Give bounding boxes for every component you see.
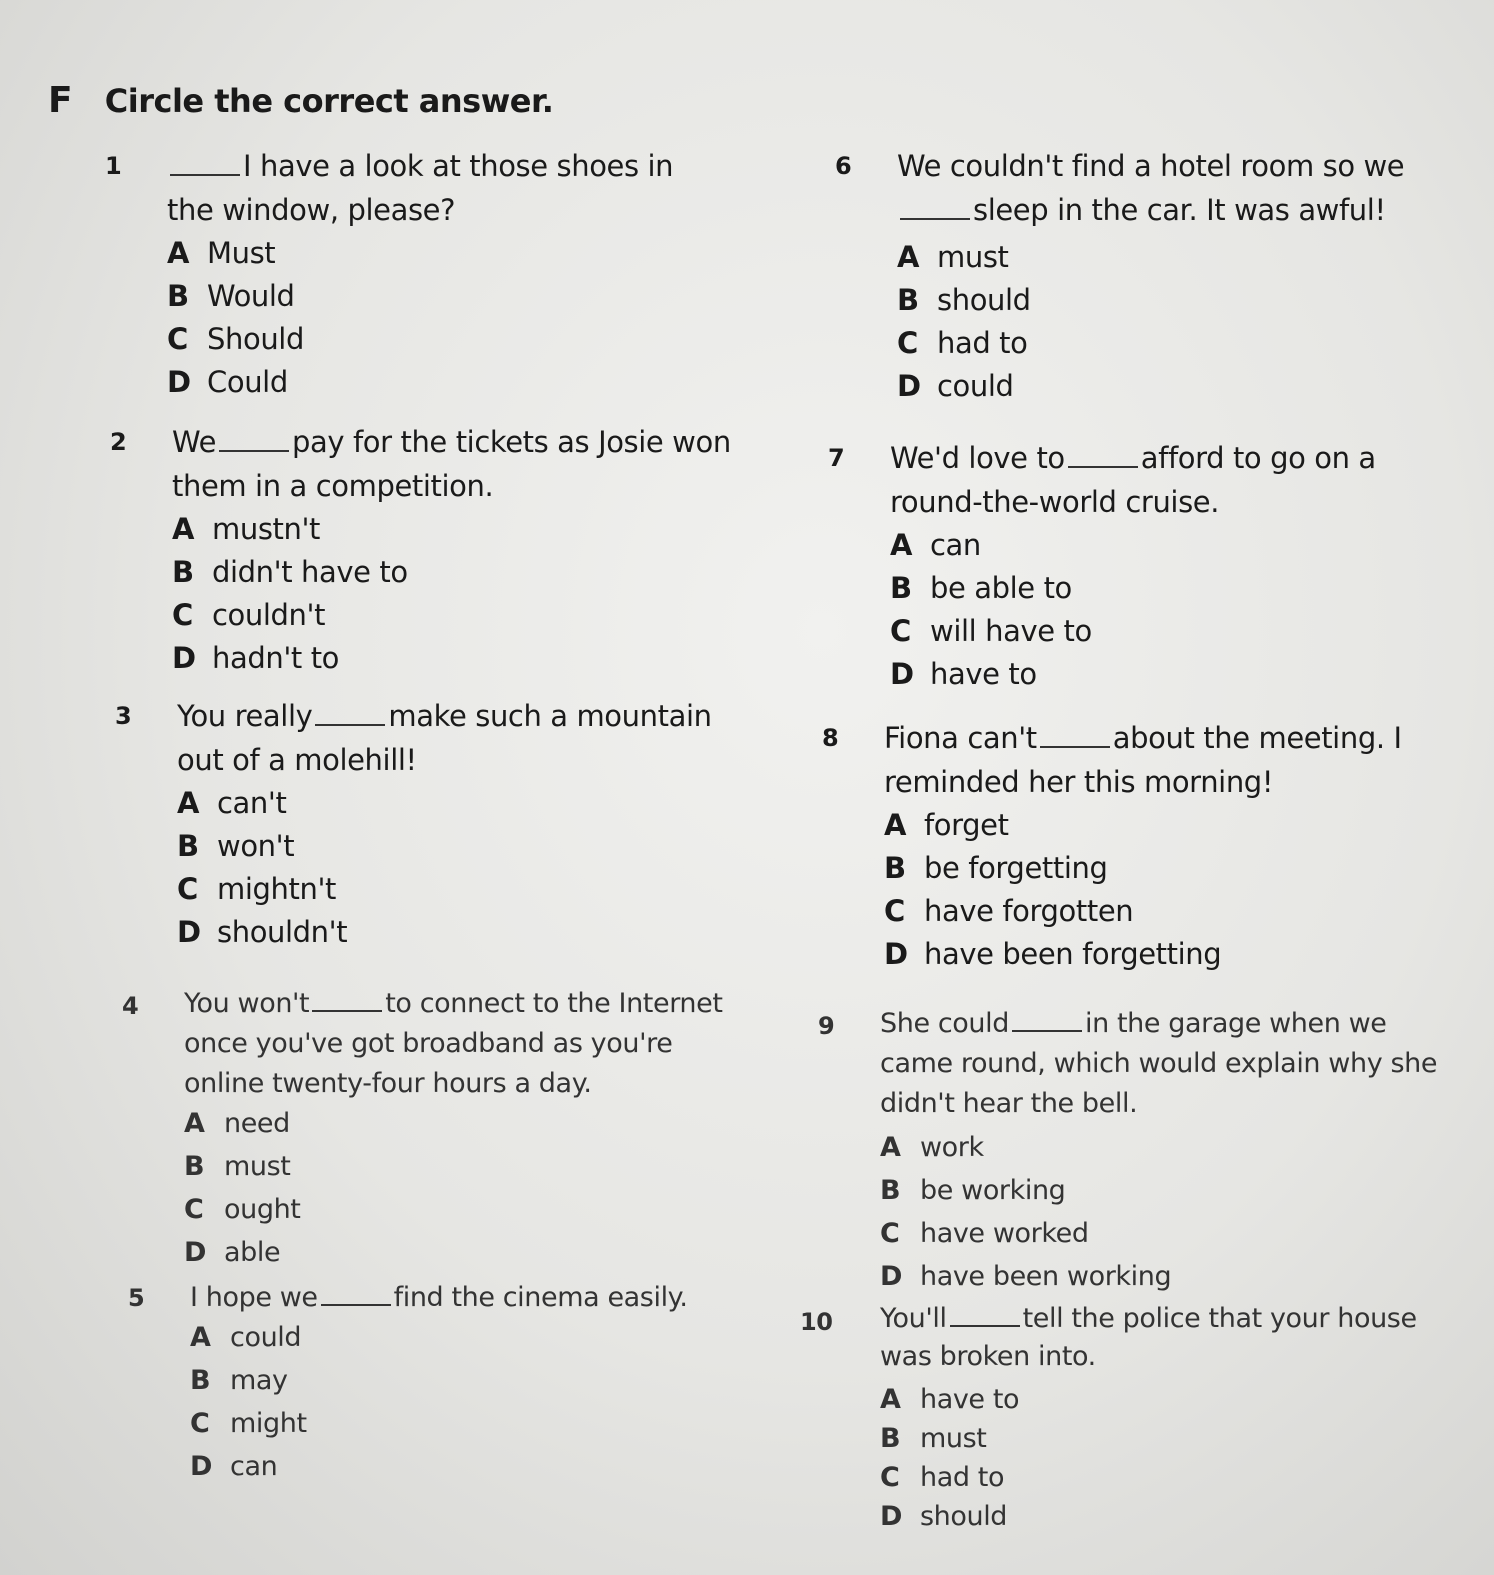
option-c[interactable]: C mightn't <box>177 872 336 906</box>
option-c[interactable]: C have worked <box>880 1218 1089 1249</box>
options-list <box>897 236 1031 408</box>
option-c[interactable]: C had to <box>880 1462 1005 1493</box>
answer-blank <box>312 990 382 1012</box>
option-c[interactable]: C will have to <box>890 614 1092 648</box>
option-a[interactable]: A mustn't <box>172 512 321 546</box>
question-stem: I have a look at those shoes in the window, please? <box>167 149 674 227</box>
option-b[interactable]: B didn't have to <box>172 555 408 589</box>
options-list <box>172 508 408 680</box>
option-d[interactable]: D hadn't to <box>172 641 340 675</box>
answer-blank <box>170 154 240 176</box>
answer-blank <box>321 1284 391 1306</box>
answer-blank <box>1012 1010 1082 1032</box>
question-number: 4 <box>122 992 139 1020</box>
option-d[interactable]: D Could <box>167 365 288 399</box>
options-list <box>890 524 1092 696</box>
options-list <box>177 782 347 954</box>
question-number: 3 <box>115 702 132 730</box>
option-d[interactable]: D have to <box>890 657 1037 691</box>
option-d[interactable]: D able <box>184 1237 281 1268</box>
option-d[interactable]: D have been working <box>880 1261 1172 1292</box>
option-c[interactable]: C Should <box>167 322 304 356</box>
option-a[interactable]: A forget <box>884 808 1009 842</box>
question-number: 10 <box>800 1308 833 1336</box>
answer-blank <box>1068 446 1138 468</box>
answer-blank <box>950 1305 1020 1327</box>
option-a[interactable]: A work <box>880 1132 984 1163</box>
question-stem: You won't to connect to the Internet once you've got broadband as you're online twenty-four hours a day. <box>184 988 723 1099</box>
option-a[interactable]: A could <box>190 1322 302 1353</box>
option-d[interactable]: D shouldn't <box>177 915 348 949</box>
option-c[interactable]: C ought <box>184 1194 301 1225</box>
question-number: 2 <box>110 428 127 456</box>
question-number: 9 <box>818 1012 835 1040</box>
answer-blank <box>900 198 970 220</box>
option-d[interactable]: D could <box>897 369 1014 403</box>
question-stem: You'll tell the police that your house was broken into. <box>880 1303 1417 1372</box>
option-b[interactable]: B must <box>184 1151 291 1182</box>
question-number: 1 <box>105 152 122 180</box>
option-d[interactable]: D can <box>190 1451 278 1482</box>
option-a[interactable]: A can <box>890 528 981 562</box>
option-b[interactable]: B should <box>897 283 1031 317</box>
question-stem: Fiona can't about the meeting. I reminded her this morning! <box>884 721 1402 799</box>
answer-blank <box>1040 726 1110 748</box>
option-a[interactable]: A can't <box>177 786 287 820</box>
section-header <box>48 80 553 121</box>
option-d[interactable]: D should <box>880 1501 1008 1532</box>
answer-blank <box>219 430 289 452</box>
option-a[interactable]: A Must <box>167 236 276 270</box>
option-b[interactable]: B may <box>190 1365 288 1396</box>
answer-blank <box>315 704 385 726</box>
option-b[interactable]: B be forgetting <box>884 851 1108 885</box>
options-list <box>880 1380 1019 1536</box>
option-b[interactable]: B Would <box>167 279 295 313</box>
option-c[interactable]: C couldn't <box>172 598 326 632</box>
question-stem: We pay for the tickets as Josie won them in a competition. <box>172 425 731 503</box>
section-letter: F <box>48 80 73 121</box>
option-b[interactable]: B must <box>880 1423 987 1454</box>
options-list <box>880 1126 1171 1298</box>
options-list <box>167 232 304 404</box>
question-stem: I hope we find the cinema easily. <box>190 1282 688 1313</box>
option-a[interactable]: A must <box>897 240 1009 274</box>
options-list <box>190 1316 307 1488</box>
question-number: 7 <box>828 444 845 472</box>
question-number: 6 <box>835 152 852 180</box>
option-b[interactable]: B won't <box>177 829 295 863</box>
option-b[interactable]: B be working <box>880 1175 1066 1206</box>
question-stem: We'd love to afford to go on a round-the-world cruise. <box>890 441 1376 519</box>
question-stem: You really make such a mountain out of a molehill! <box>177 699 712 777</box>
option-a[interactable]: A have to <box>880 1384 1020 1415</box>
option-a[interactable]: A need <box>184 1108 290 1139</box>
option-c[interactable]: C might <box>190 1408 307 1439</box>
option-c[interactable]: C had to <box>897 326 1028 360</box>
instruction: Circle the correct answer. <box>104 82 554 120</box>
question-stem: We couldn't find a hotel room so wesleep in the car. It was awful! <box>897 149 1405 227</box>
option-c[interactable]: C have forgotten <box>884 894 1134 928</box>
question-stem: She could in the garage when we came round, which would explain why she didn't hear the bell. <box>880 1008 1438 1119</box>
question-number: 8 <box>822 724 839 752</box>
options-list <box>884 804 1221 976</box>
option-b[interactable]: B be able to <box>890 571 1072 605</box>
options-list <box>184 1102 300 1274</box>
option-d[interactable]: D have been forgetting <box>884 937 1222 971</box>
question-number: 5 <box>128 1284 145 1312</box>
